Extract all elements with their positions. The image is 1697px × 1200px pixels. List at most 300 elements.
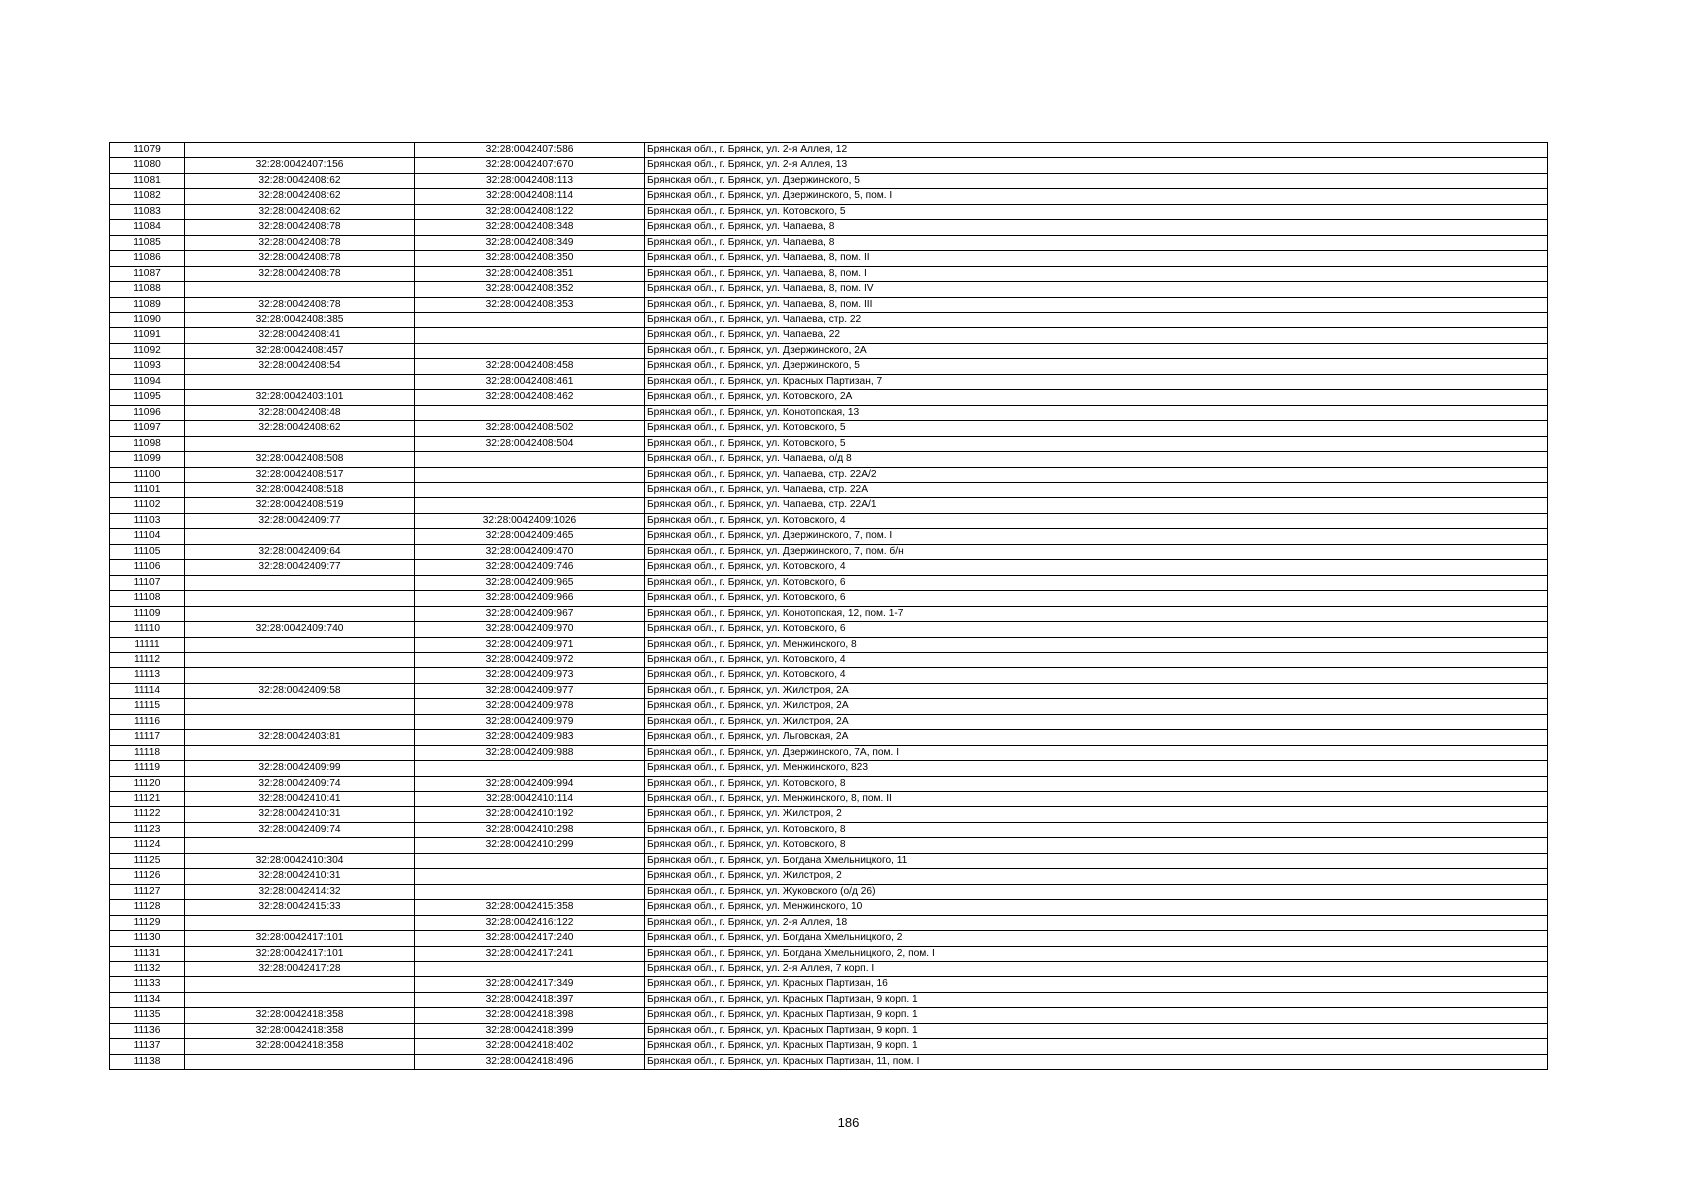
building-cadastral-number-cell: 32:28:0042408:461	[415, 374, 645, 389]
row-number-cell: 11089	[110, 297, 185, 312]
building-cadastral-number-cell	[415, 869, 645, 884]
address-cell: Брянская обл., г. Брянск, ул. 2-я Аллея, 12	[645, 143, 1548, 158]
table-row	[110, 652, 1548, 667]
land-cadastral-number-cell: 32:28:0042408:62	[185, 189, 415, 204]
row-number-cell: 11088	[110, 282, 185, 297]
table-row	[110, 761, 1548, 776]
land-cadastral-number-cell: 32:28:0042417:101	[185, 931, 415, 946]
address-cell: Брянская обл., г. Брянск, ул. Чапаева, стр. 22А/2	[645, 467, 1548, 482]
building-cadastral-number-cell	[415, 962, 645, 977]
row-number-cell: 11120	[110, 776, 185, 791]
building-cadastral-number-cell: 32:28:0042416:122	[415, 915, 645, 930]
building-cadastral-number-cell: 32:28:0042409:979	[415, 714, 645, 729]
row-number-cell: 11084	[110, 220, 185, 235]
address-cell: Брянская обл., г. Брянск, ул. Богдана Хмельницкого, 2, пом. I	[645, 946, 1548, 961]
row-number-cell: 11137	[110, 1039, 185, 1054]
table-row	[110, 421, 1548, 436]
land-cadastral-number-cell: 32:28:0042408:385	[185, 312, 415, 327]
row-number-cell: 11132	[110, 962, 185, 977]
table-row	[110, 776, 1548, 791]
row-number-cell: 11080	[110, 158, 185, 173]
land-cadastral-number-cell: 32:28:0042409:77	[185, 513, 415, 528]
land-cadastral-number-cell: 32:28:0042409:74	[185, 822, 415, 837]
building-cadastral-number-cell: 32:28:0042409:983	[415, 730, 645, 745]
row-number-cell: 11096	[110, 405, 185, 420]
building-cadastral-number-cell: 32:28:0042408:114	[415, 189, 645, 204]
land-cadastral-number-cell: 32:28:0042408:62	[185, 173, 415, 188]
row-number-cell: 11124	[110, 838, 185, 853]
row-number-cell: 11130	[110, 931, 185, 946]
building-cadastral-number-cell: 32:28:0042408:113	[415, 173, 645, 188]
address-cell: Брянская обл., г. Брянск, ул. 2-я Аллея, 18	[645, 915, 1548, 930]
address-cell: Брянская обл., г. Брянск, ул. Котовского, 2А	[645, 390, 1548, 405]
land-cadastral-number-cell: 32:28:0042408:78	[185, 235, 415, 250]
table-row	[110, 513, 1548, 528]
row-number-cell: 11090	[110, 312, 185, 327]
building-cadastral-number-cell: 32:28:0042408:348	[415, 220, 645, 235]
table-row	[110, 452, 1548, 467]
address-cell: Брянская обл., г. Брянск, ул. Чапаева, 8, пом. I	[645, 266, 1548, 281]
building-cadastral-number-cell: 32:28:0042409:465	[415, 529, 645, 544]
table-row	[110, 900, 1548, 915]
building-cadastral-number-cell: 32:28:0042407:586	[415, 143, 645, 158]
building-cadastral-number-cell: 32:28:0042409:746	[415, 560, 645, 575]
building-cadastral-number-cell: 32:28:0042409:967	[415, 606, 645, 621]
row-number-cell: 11095	[110, 390, 185, 405]
address-cell: Брянская обл., г. Брянск, ул. Менжинского, 8	[645, 637, 1548, 652]
address-cell: Брянская обл., г. Брянск, ул. Котовского, 4	[645, 560, 1548, 575]
building-cadastral-number-cell: 32:28:0042408:350	[415, 251, 645, 266]
row-number-cell: 11121	[110, 792, 185, 807]
building-cadastral-number-cell: 32:28:0042417:349	[415, 977, 645, 992]
table-row	[110, 606, 1548, 621]
address-cell: Брянская обл., г. Брянск, ул. Менжинского, 10	[645, 900, 1548, 915]
building-cadastral-number-cell	[415, 482, 645, 497]
land-cadastral-number-cell	[185, 282, 415, 297]
table-row	[110, 915, 1548, 930]
row-number-cell: 11131	[110, 946, 185, 961]
land-cadastral-number-cell: 32:28:0042410:41	[185, 792, 415, 807]
table-row	[110, 390, 1548, 405]
address-cell: Брянская обл., г. Брянск, ул. Дзержинского, 7, пом. б/н	[645, 544, 1548, 559]
land-cadastral-number-cell: 32:28:0042407:156	[185, 158, 415, 173]
address-cell: Брянская обл., г. Брянск, ул. Дзержинского, 7А, пом. I	[645, 745, 1548, 760]
row-number-cell: 11099	[110, 452, 185, 467]
address-cell: Брянская обл., г. Брянск, ул. Котовского, 4	[645, 668, 1548, 683]
address-cell: Брянская обл., г. Брянск, ул. Богдана Хмельницкого, 2	[645, 931, 1548, 946]
address-cell: Брянская обл., г. Брянск, ул. Дзержинского, 2А	[645, 343, 1548, 358]
building-cadastral-number-cell: 32:28:0042408:352	[415, 282, 645, 297]
address-cell: Брянская обл., г. Брянск, ул. Котовского, 5	[645, 421, 1548, 436]
row-number-cell: 11117	[110, 730, 185, 745]
land-cadastral-number-cell	[185, 436, 415, 451]
building-cadastral-number-cell: 32:28:0042409:970	[415, 622, 645, 637]
table-row	[110, 405, 1548, 420]
row-number-cell: 11100	[110, 467, 185, 482]
land-cadastral-number-cell	[185, 668, 415, 683]
row-number-cell: 11097	[110, 421, 185, 436]
land-cadastral-number-cell	[185, 1054, 415, 1069]
land-cadastral-number-cell: 32:28:0042408:519	[185, 498, 415, 513]
address-cell: Брянская обл., г. Брянск, ул. Красных Партизан, 16	[645, 977, 1548, 992]
address-cell: Брянская обл., г. Брянск, ул. Дзержинского, 5, пом. I	[645, 189, 1548, 204]
building-cadastral-number-cell: 32:28:0042408:502	[415, 421, 645, 436]
building-cadastral-number-cell: 32:28:0042418:398	[415, 1008, 645, 1023]
land-cadastral-number-cell: 32:28:0042418:358	[185, 1023, 415, 1038]
table-row	[110, 189, 1548, 204]
building-cadastral-number-cell: 32:28:0042409:966	[415, 591, 645, 606]
land-cadastral-number-cell: 32:28:0042417:101	[185, 946, 415, 961]
address-cell: Брянская обл., г. Брянск, ул. Льговская, 2А	[645, 730, 1548, 745]
address-cell: Брянская обл., г. Брянск, ул. Чапаева, стр. 22А/1	[645, 498, 1548, 513]
building-cadastral-number-cell	[415, 405, 645, 420]
row-number-cell: 11111	[110, 637, 185, 652]
table-row	[110, 637, 1548, 652]
building-cadastral-number-cell: 32:28:0042410:114	[415, 792, 645, 807]
row-number-cell: 11106	[110, 560, 185, 575]
building-cadastral-number-cell	[415, 853, 645, 868]
table-row	[110, 359, 1548, 374]
table-row	[110, 143, 1548, 158]
table-row	[110, 498, 1548, 513]
land-cadastral-number-cell: 32:28:0042408:54	[185, 359, 415, 374]
row-number-cell: 11109	[110, 606, 185, 621]
row-number-cell: 11112	[110, 652, 185, 667]
table-row	[110, 884, 1548, 899]
building-cadastral-number-cell: 32:28:0042415:358	[415, 900, 645, 915]
table-row	[110, 730, 1548, 745]
row-number-cell: 11087	[110, 266, 185, 281]
land-cadastral-number-cell	[185, 838, 415, 853]
row-number-cell: 11135	[110, 1008, 185, 1023]
row-number-cell: 11115	[110, 699, 185, 714]
land-cadastral-number-cell: 32:28:0042408:41	[185, 328, 415, 343]
table-row	[110, 869, 1548, 884]
row-number-cell: 11094	[110, 374, 185, 389]
building-cadastral-number-cell: 32:28:0042409:965	[415, 575, 645, 590]
row-number-cell: 11101	[110, 482, 185, 497]
row-number-cell: 11108	[110, 591, 185, 606]
building-cadastral-number-cell: 32:28:0042409:972	[415, 652, 645, 667]
building-cadastral-number-cell: 32:28:0042409:470	[415, 544, 645, 559]
table-row	[110, 575, 1548, 590]
row-number-cell: 11118	[110, 745, 185, 760]
address-cell: Брянская обл., г. Брянск, ул. Котовского, 6	[645, 591, 1548, 606]
address-cell: Брянская обл., г. Брянск, ул. 2-я Аллея, 7 корп. I	[645, 962, 1548, 977]
address-cell: Брянская обл., г. Брянск, ул. Красных Партизан, 9 корп. 1	[645, 1023, 1548, 1038]
building-cadastral-number-cell: 32:28:0042408:462	[415, 390, 645, 405]
address-cell: Брянская обл., г. Брянск, ул. Чапаева, стр. 22	[645, 312, 1548, 327]
table-row	[110, 173, 1548, 188]
land-cadastral-number-cell: 32:28:0042408:48	[185, 405, 415, 420]
row-number-cell: 11129	[110, 915, 185, 930]
row-number-cell: 11107	[110, 575, 185, 590]
row-number-cell: 11081	[110, 173, 185, 188]
table-row	[110, 792, 1548, 807]
address-cell: Брянская обл., г. Брянск, ул. Чапаева, 8	[645, 235, 1548, 250]
table-row	[110, 962, 1548, 977]
row-number-cell: 11093	[110, 359, 185, 374]
land-cadastral-number-cell	[185, 143, 415, 158]
row-number-cell: 11136	[110, 1023, 185, 1038]
building-cadastral-number-cell	[415, 328, 645, 343]
land-cadastral-number-cell: 32:28:0042408:62	[185, 421, 415, 436]
row-number-cell: 11116	[110, 714, 185, 729]
land-cadastral-number-cell: 32:28:0042409:74	[185, 776, 415, 791]
row-number-cell: 11114	[110, 683, 185, 698]
table-row	[110, 668, 1548, 683]
row-number-cell: 11119	[110, 761, 185, 776]
address-cell: Брянская обл., г. Брянск, ул. Жилстроя, 2А	[645, 714, 1548, 729]
row-number-cell: 11098	[110, 436, 185, 451]
address-cell: Брянская обл., г. Брянск, ул. Котовского, 4	[645, 513, 1548, 528]
row-number-cell: 11079	[110, 143, 185, 158]
address-cell: Брянская обл., г. Брянск, ул. Жилстроя, 2	[645, 807, 1548, 822]
building-cadastral-number-cell: 32:28:0042409:971	[415, 637, 645, 652]
land-cadastral-number-cell: 32:28:0042410:304	[185, 853, 415, 868]
row-number-cell: 11083	[110, 204, 185, 219]
land-cadastral-number-cell	[185, 992, 415, 1007]
row-number-cell: 11123	[110, 822, 185, 837]
land-cadastral-number-cell: 32:28:0042409:58	[185, 683, 415, 698]
registry-table-body	[110, 143, 1548, 1070]
row-number-cell: 11113	[110, 668, 185, 683]
address-cell: Брянская обл., г. Брянск, ул. Жилстроя, 2	[645, 869, 1548, 884]
address-cell: Брянская обл., г. Брянск, ул. Жилстроя, 2А	[645, 683, 1548, 698]
land-cadastral-number-cell	[185, 606, 415, 621]
land-cadastral-number-cell: 32:28:0042415:33	[185, 900, 415, 915]
table-row	[110, 374, 1548, 389]
table-row	[110, 251, 1548, 266]
table-row	[110, 1023, 1548, 1038]
land-cadastral-number-cell: 32:28:0042417:28	[185, 962, 415, 977]
table-row	[110, 266, 1548, 281]
address-cell: Брянская обл., г. Брянск, ул. Дзержинского, 5	[645, 359, 1548, 374]
property-registry-table	[109, 142, 1548, 1070]
table-row	[110, 328, 1548, 343]
land-cadastral-number-cell: 32:28:0042414:32	[185, 884, 415, 899]
row-number-cell: 11102	[110, 498, 185, 513]
table-row	[110, 992, 1548, 1007]
address-cell: Брянская обл., г. Брянск, ул. Котовского, 6	[645, 622, 1548, 637]
row-number-cell: 11092	[110, 343, 185, 358]
address-cell: Брянская обл., г. Брянск, ул. Чапаева, 8, пом. IV	[645, 282, 1548, 297]
row-number-cell: 11125	[110, 853, 185, 868]
table-row	[110, 807, 1548, 822]
row-number-cell: 11086	[110, 251, 185, 266]
address-cell: Брянская обл., г. Брянск, ул. Чапаева, 8	[645, 220, 1548, 235]
land-cadastral-number-cell: 32:28:0042410:31	[185, 807, 415, 822]
table-row	[110, 529, 1548, 544]
row-number-cell: 11091	[110, 328, 185, 343]
land-cadastral-number-cell: 32:28:0042403:81	[185, 730, 415, 745]
table-row	[110, 745, 1548, 760]
address-cell: Брянская обл., г. Брянск, ул. Красных Партизан, 9 корп. 1	[645, 992, 1548, 1007]
address-cell: Брянская обл., г. Брянск, ул. Красных Партизан, 9 корп. 1	[645, 1039, 1548, 1054]
table-row	[110, 343, 1548, 358]
land-cadastral-number-cell: 32:28:0042408:457	[185, 343, 415, 358]
address-cell: Брянская обл., г. Брянск, ул. Менжинского, 8, пом. II	[645, 792, 1548, 807]
building-cadastral-number-cell: 32:28:0042408:122	[415, 204, 645, 219]
table-row	[110, 1039, 1548, 1054]
row-number-cell: 11105	[110, 544, 185, 559]
building-cadastral-number-cell: 32:28:0042418:496	[415, 1054, 645, 1069]
land-cadastral-number-cell: 32:28:0042408:78	[185, 266, 415, 281]
address-cell: Брянская обл., г. Брянск, ул. Красных Партизан, 9 корп. 1	[645, 1008, 1548, 1023]
address-cell: Брянская обл., г. Брянск, ул. Котовского, 8	[645, 822, 1548, 837]
land-cadastral-number-cell: 32:28:0042418:358	[185, 1008, 415, 1023]
building-cadastral-number-cell: 32:28:0042409:988	[415, 745, 645, 760]
building-cadastral-number-cell	[415, 312, 645, 327]
building-cadastral-number-cell	[415, 467, 645, 482]
address-cell: Брянская обл., г. Брянск, ул. Чапаева, 22	[645, 328, 1548, 343]
row-number-cell: 11134	[110, 992, 185, 1007]
table-row	[110, 622, 1548, 637]
table-row	[110, 683, 1548, 698]
address-cell: Брянская обл., г. Брянск, ул. Чапаева, 8, пом. II	[645, 251, 1548, 266]
row-number-cell: 11085	[110, 235, 185, 250]
table-row	[110, 1008, 1548, 1023]
table-row	[110, 482, 1548, 497]
table-row	[110, 714, 1548, 729]
table-row	[110, 853, 1548, 868]
building-cadastral-number-cell: 32:28:0042417:240	[415, 931, 645, 946]
building-cadastral-number-cell: 32:28:0042418:397	[415, 992, 645, 1007]
table-row	[110, 1054, 1548, 1069]
land-cadastral-number-cell: 32:28:0042418:358	[185, 1039, 415, 1054]
land-cadastral-number-cell	[185, 699, 415, 714]
building-cadastral-number-cell: 32:28:0042407:670	[415, 158, 645, 173]
row-number-cell: 11127	[110, 884, 185, 899]
table-row	[110, 977, 1548, 992]
table-row	[110, 931, 1548, 946]
building-cadastral-number-cell: 32:28:0042408:458	[415, 359, 645, 374]
building-cadastral-number-cell: 32:28:0042409:994	[415, 776, 645, 791]
row-number-cell: 11082	[110, 189, 185, 204]
row-number-cell: 11122	[110, 807, 185, 822]
building-cadastral-number-cell	[415, 498, 645, 513]
building-cadastral-number-cell: 32:28:0042410:299	[415, 838, 645, 853]
building-cadastral-number-cell: 32:28:0042409:973	[415, 668, 645, 683]
table-row	[110, 838, 1548, 853]
table-row	[110, 822, 1548, 837]
address-cell: Брянская обл., г. Брянск, ул. Конотопская, 13	[645, 405, 1548, 420]
building-cadastral-number-cell: 32:28:0042408:351	[415, 266, 645, 281]
address-cell: Брянская обл., г. Брянск, ул. Котовского, 8	[645, 776, 1548, 791]
row-number-cell: 11138	[110, 1054, 185, 1069]
land-cadastral-number-cell: 32:28:0042408:517	[185, 467, 415, 482]
address-cell: Брянская обл., г. Брянск, ул. Конотопская, 12, пом. 1-7	[645, 606, 1548, 621]
building-cadastral-number-cell: 32:28:0042417:241	[415, 946, 645, 961]
land-cadastral-number-cell: 32:28:0042410:31	[185, 869, 415, 884]
address-cell: Брянская обл., г. Брянск, ул. Красных Партизан, 11, пом. I	[645, 1054, 1548, 1069]
land-cadastral-number-cell: 32:28:0042409:77	[185, 560, 415, 575]
row-number-cell: 11126	[110, 869, 185, 884]
address-cell: Брянская обл., г. Брянск, ул. Котовского, 5	[645, 204, 1548, 219]
row-number-cell: 11128	[110, 900, 185, 915]
building-cadastral-number-cell	[415, 343, 645, 358]
land-cadastral-number-cell	[185, 591, 415, 606]
table-row	[110, 544, 1548, 559]
row-number-cell: 11133	[110, 977, 185, 992]
building-cadastral-number-cell: 32:28:0042410:192	[415, 807, 645, 822]
address-cell: Брянская обл., г. Брянск, ул. Жилстроя, 2А	[645, 699, 1548, 714]
address-cell: Брянская обл., г. Брянск, ул. Красных Партизан, 7	[645, 374, 1548, 389]
page-number: 186	[837, 1115, 860, 1130]
building-cadastral-number-cell	[415, 761, 645, 776]
table-row	[110, 158, 1548, 173]
land-cadastral-number-cell: 32:28:0042408:508	[185, 452, 415, 467]
table-row	[110, 235, 1548, 250]
land-cadastral-number-cell: 32:28:0042409:740	[185, 622, 415, 637]
land-cadastral-number-cell: 32:28:0042409:64	[185, 544, 415, 559]
land-cadastral-number-cell	[185, 714, 415, 729]
building-cadastral-number-cell: 32:28:0042408:349	[415, 235, 645, 250]
land-cadastral-number-cell	[185, 529, 415, 544]
land-cadastral-number-cell	[185, 915, 415, 930]
address-cell: Брянская обл., г. Брянск, ул. Богдана Хмельницкого, 11	[645, 853, 1548, 868]
building-cadastral-number-cell: 32:28:0042418:399	[415, 1023, 645, 1038]
building-cadastral-number-cell	[415, 452, 645, 467]
row-number-cell: 11110	[110, 622, 185, 637]
land-cadastral-number-cell	[185, 374, 415, 389]
land-cadastral-number-cell	[185, 652, 415, 667]
building-cadastral-number-cell: 32:28:0042418:402	[415, 1039, 645, 1054]
address-cell: Брянская обл., г. Брянск, ул. Дзержинского, 7, пом. I	[645, 529, 1548, 544]
address-cell: Брянская обл., г. Брянск, ул. Котовского, 6	[645, 575, 1548, 590]
land-cadastral-number-cell	[185, 575, 415, 590]
table-row	[110, 220, 1548, 235]
row-number-cell: 11104	[110, 529, 185, 544]
land-cadastral-number-cell	[185, 977, 415, 992]
land-cadastral-number-cell: 32:28:0042408:62	[185, 204, 415, 219]
building-cadastral-number-cell: 32:28:0042409:1026	[415, 513, 645, 528]
address-cell: Брянская обл., г. Брянск, ул. Чапаева, стр. 22А	[645, 482, 1548, 497]
building-cadastral-number-cell: 32:28:0042408:353	[415, 297, 645, 312]
land-cadastral-number-cell: 32:28:0042403:101	[185, 390, 415, 405]
address-cell: Брянская обл., г. Брянск, ул. 2-я Аллея, 13	[645, 158, 1548, 173]
land-cadastral-number-cell	[185, 637, 415, 652]
land-cadastral-number-cell: 32:28:0042408:78	[185, 251, 415, 266]
building-cadastral-number-cell: 32:28:0042410:298	[415, 822, 645, 837]
land-cadastral-number-cell: 32:28:0042408:518	[185, 482, 415, 497]
table-row	[110, 282, 1548, 297]
table-row	[110, 204, 1548, 219]
address-cell: Брянская обл., г. Брянск, ул. Чапаева, о/д 8	[645, 452, 1548, 467]
address-cell: Брянская обл., г. Брянск, ул. Менжинского, 823	[645, 761, 1548, 776]
table-row	[110, 946, 1548, 961]
table-row	[110, 467, 1548, 482]
table-row	[110, 297, 1548, 312]
address-cell: Брянская обл., г. Брянск, ул. Котовского, 5	[645, 436, 1548, 451]
land-cadastral-number-cell	[185, 745, 415, 760]
building-cadastral-number-cell: 32:28:0042409:977	[415, 683, 645, 698]
building-cadastral-number-cell: 32:28:0042408:504	[415, 436, 645, 451]
land-cadastral-number-cell: 32:28:0042408:78	[185, 297, 415, 312]
table-row	[110, 591, 1548, 606]
table-row	[110, 560, 1548, 575]
address-cell: Брянская обл., г. Брянск, ул. Чапаева, 8, пом. III	[645, 297, 1548, 312]
address-cell: Брянская обл., г. Брянск, ул. Дзержинского, 5	[645, 173, 1548, 188]
land-cadastral-number-cell: 32:28:0042409:99	[185, 761, 415, 776]
land-cadastral-number-cell: 32:28:0042408:78	[185, 220, 415, 235]
building-cadastral-number-cell: 32:28:0042409:978	[415, 699, 645, 714]
address-cell: Брянская обл., г. Брянск, ул. Котовского, 8	[645, 838, 1548, 853]
table-row	[110, 312, 1548, 327]
address-cell: Брянская обл., г. Брянск, ул. Котовского, 4	[645, 652, 1548, 667]
building-cadastral-number-cell	[415, 884, 645, 899]
address-cell: Брянская обл., г. Брянск, ул. Жуковского (о/д 26)	[645, 884, 1548, 899]
